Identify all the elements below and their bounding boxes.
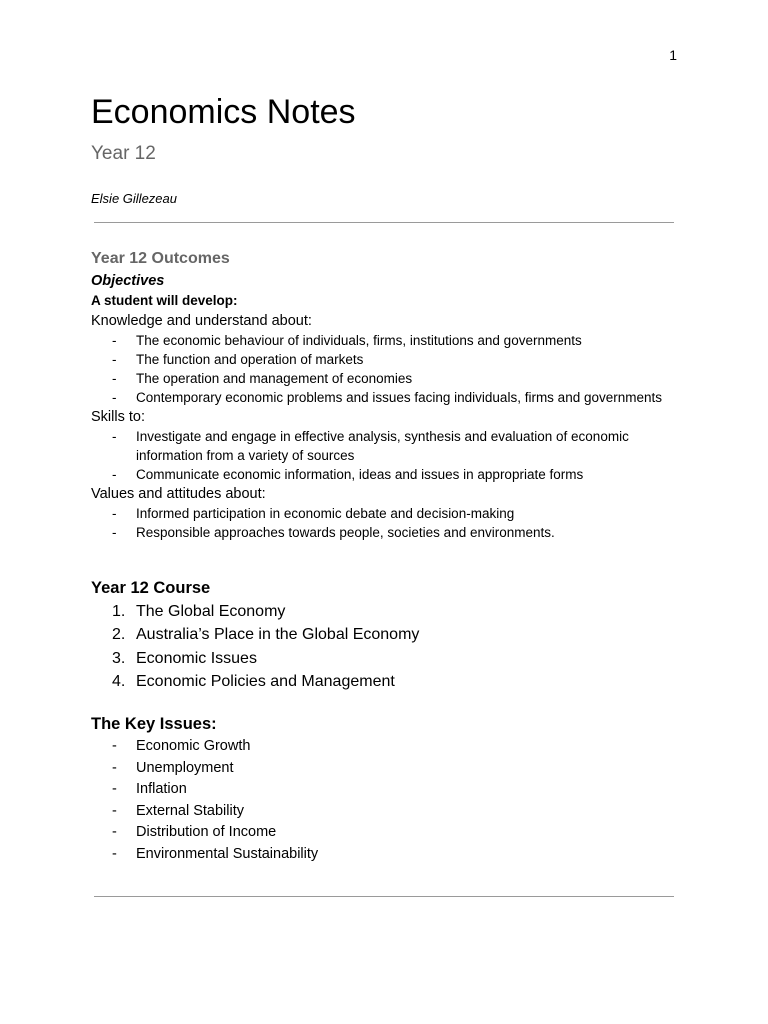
list-item-text: Inflation [136, 781, 187, 797]
knowledge-label: Knowledge and understand about: [91, 313, 312, 329]
dash-bullet: - [112, 759, 117, 776]
list-item-text: Economic Growth [136, 738, 251, 754]
list-item [91, 465, 691, 484]
document-subtitle: Year 12 [91, 143, 156, 164]
list-item-text: The Global Economy [136, 603, 286, 620]
dash-bullet: - [112, 738, 117, 754]
list-item [91, 647, 691, 670]
list-item [91, 523, 691, 542]
list-item-text: Australia’s Place in the Global Economy [136, 626, 420, 644]
list-number: 2. [112, 626, 126, 644]
objectives-label: Objectives [91, 273, 165, 289]
key-issues-section [91, 712, 691, 865]
values-list [91, 504, 691, 542]
outcomes-heading: Year 12 Outcomes [91, 250, 230, 267]
list-number: 4. [112, 672, 126, 690]
list-item [91, 504, 691, 523]
list-item-text: External Stability [136, 802, 244, 819]
course-heading: Year 12 Course [91, 579, 211, 597]
list-item-text: Unemployment [136, 759, 234, 776]
list-item [91, 670, 691, 693]
dash-bullet: - [112, 824, 117, 840]
dash-bullet: - [112, 845, 117, 862]
dash-bullet: - [112, 390, 117, 405]
list-item-text: Investigate and engage in effective analysis, synthesis and evaluation of economic information from a variety of sources [136, 429, 629, 463]
document-title: Economics Notes [91, 93, 356, 131]
horizontal-divider [94, 896, 674, 897]
dash-bullet: - [112, 506, 117, 521]
list-item [91, 801, 691, 823]
dash-bullet: - [112, 467, 117, 482]
list-item [91, 331, 691, 350]
list-item-text: Contemporary economic problems and issues facing individuals, firms and governments [136, 390, 662, 405]
list-item-text: Distribution of Income [136, 824, 277, 840]
skills-list [91, 427, 691, 484]
list-item [91, 758, 691, 780]
list-item-text: The function and operation of markets [136, 352, 364, 367]
course-list [91, 600, 691, 693]
list-item [91, 350, 691, 369]
list-item-text: The economic behaviour of individuals, firms, institutions and governments [136, 333, 582, 348]
dash-bullet: - [112, 333, 117, 348]
list-item [91, 736, 691, 758]
skills-label: Skills to: [91, 409, 145, 425]
page-number: 1 [669, 47, 677, 63]
knowledge-list [91, 331, 691, 407]
list-item [91, 844, 691, 866]
list-item [91, 369, 691, 388]
key-issues-list [91, 736, 691, 865]
horizontal-divider [94, 222, 674, 223]
course-section [91, 576, 691, 693]
list-number: 1. [112, 603, 126, 620]
outcomes-section [91, 248, 691, 542]
dash-bullet: - [112, 429, 117, 444]
author-name: Elsie Gillezeau [91, 191, 177, 206]
list-item-text: Informed participation in economic debate and decision-making [136, 506, 515, 521]
list-item [91, 600, 691, 623]
dash-bullet: - [112, 352, 117, 367]
values-label: Values and attitudes about: [91, 486, 266, 502]
list-item [91, 779, 691, 801]
dash-bullet: - [112, 371, 117, 386]
list-item-text: The operation and management of economies [136, 371, 413, 386]
list-item-text: Communicate economic information, ideas and issues in appropriate forms [136, 467, 584, 482]
list-item [91, 388, 691, 407]
list-number: 3. [112, 649, 126, 667]
list-item [91, 427, 691, 465]
list-item-text: Responsible approaches towards people, societies and environments. [136, 525, 555, 540]
dash-bullet: - [112, 802, 117, 819]
list-item-text: Environmental Sustainability [136, 845, 319, 862]
list-item-text: Economic Issues [136, 649, 257, 667]
develop-label: A student will develop: [91, 293, 238, 308]
list-item [91, 623, 691, 646]
dash-bullet: - [112, 781, 117, 797]
list-item [91, 822, 691, 844]
dash-bullet: - [112, 525, 117, 540]
key-issues-heading: The Key Issues: [91, 715, 217, 733]
list-item-text: Economic Policies and Management [136, 672, 395, 690]
